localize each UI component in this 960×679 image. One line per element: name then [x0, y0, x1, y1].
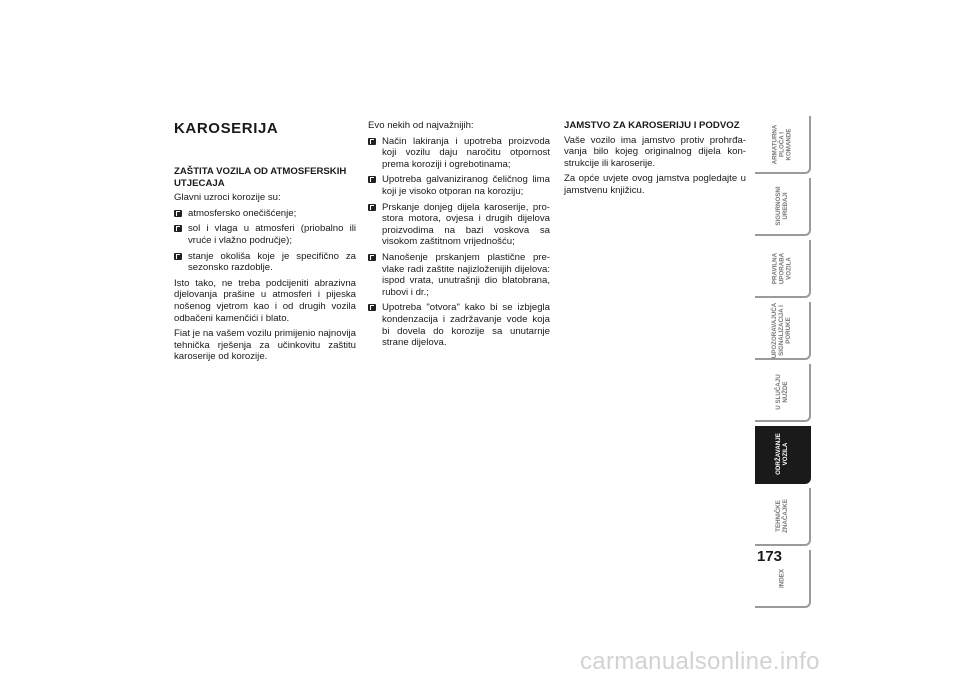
tab-warning-lights[interactable]: UPOZORAVAJUĆA SIGNALIZACIJA I PORUKE	[755, 302, 811, 360]
bullet-icon	[174, 225, 182, 232]
tab-emergency[interactable]: U SLUČAJU NUŽDE	[755, 364, 811, 422]
bullet-icon	[368, 138, 376, 145]
intro-text: Glavni uzroci korozije su:	[174, 192, 281, 204]
tab-index[interactable]: INDEX	[755, 550, 811, 608]
list-item: stanje okoliša koje je specifično za sezonsko razdoblje.	[174, 251, 356, 274]
list-item: Upotreba "otvora" kako bi se izbjegla kondenzacija i zadržavanje vode koja bi dovela do korozije sa unutarnje strane dijelova.	[368, 302, 550, 348]
list-item: atmosfersko onečišćenje;	[174, 208, 356, 220]
list-item: Nanošenje prskanjem plastične pre-vlake radi zaštite najizloženijih dijelova: ispod vrata, unutrašnji dio blatobrana, rubovi i dr.;	[368, 252, 550, 298]
bullet-icon	[174, 253, 182, 260]
bullet-icon	[368, 304, 376, 311]
paragraph: Za opće uvjete ovog jamstva pogledajte u jamstvenu knjižicu.	[564, 173, 746, 196]
column-left	[174, 120, 356, 367]
tab-safety-devices[interactable]: SIGURNOSNI UREĐAJI	[755, 178, 811, 236]
subheading-warranty: JAMSTVO ZA KAROSERIJU I PODVOZ	[564, 120, 740, 131]
bullet-icon	[368, 176, 376, 183]
tab-dashboard-controls[interactable]: ARMATURNA PLOČA I KOMANDE	[755, 116, 811, 174]
paragraph: Vaše vozilo ima jamstvo protiv prohrđa-vanja bilo kojeg originalnog dijela kon-strukcije ili karoserije.	[564, 134, 746, 169]
list-item: Prskanje donjeg dijela karoserije, pro-stora motora, ovjesa i drugih dijelova proizvodima na bazi voskova sa visokom zaštitnom vrijednošću;	[368, 202, 550, 248]
section-title: KAROSERIJA	[174, 120, 279, 137]
causes-list	[174, 208, 356, 274]
subheading-protection: ZAŠTITA VOZILA OD ATMOSFERSKIH UTJECAJA	[174, 166, 347, 189]
column-middle	[368, 120, 550, 353]
tab-maintenance[interactable]: ODRŽAVANJE VOZILA	[755, 426, 811, 484]
bullet-icon	[174, 210, 182, 217]
watermark-text: carmanualsonline.info	[580, 648, 820, 675]
list-item: Način lakiranja i upotreba proizvoda koji vozilu daju naročitu otpornost prema koroziji i ogrebotinama;	[368, 136, 550, 171]
column-right	[564, 120, 746, 201]
bullet-icon	[368, 254, 376, 261]
tab-technical-specs[interactable]: TEHNIČKE ZNAČAJKE	[755, 488, 811, 546]
intro-text: Evo nekih od najvažnijih:	[368, 120, 474, 131]
list-item: Upotreba galvaniziranog čeličnog lima koji je visoko otporan na koroziju;	[368, 174, 550, 197]
page-number: 173	[757, 548, 783, 565]
chapter-tabs	[755, 116, 809, 612]
paragraph: Fiat je na vašem vozilu primijenio najnovija tehnička rješenja za učinkovitu zaštitu karoserije od korozije.	[174, 328, 356, 363]
tab-correct-use[interactable]: PRAVILNA UPORABA VOZILA	[755, 240, 811, 298]
list-item: sol i vlaga u atmosferi (priobalno ili vruće i vlažno područje);	[174, 223, 356, 246]
measures-list	[368, 136, 550, 349]
bullet-icon	[368, 204, 376, 211]
paragraph: Isto tako, ne treba podcijeniti abrazivna djelovanja prašine u atmosferi i pijeska nošenog vjetrom kao i od drugih vozila odbačeni kamenčići i blato.	[174, 277, 356, 324]
